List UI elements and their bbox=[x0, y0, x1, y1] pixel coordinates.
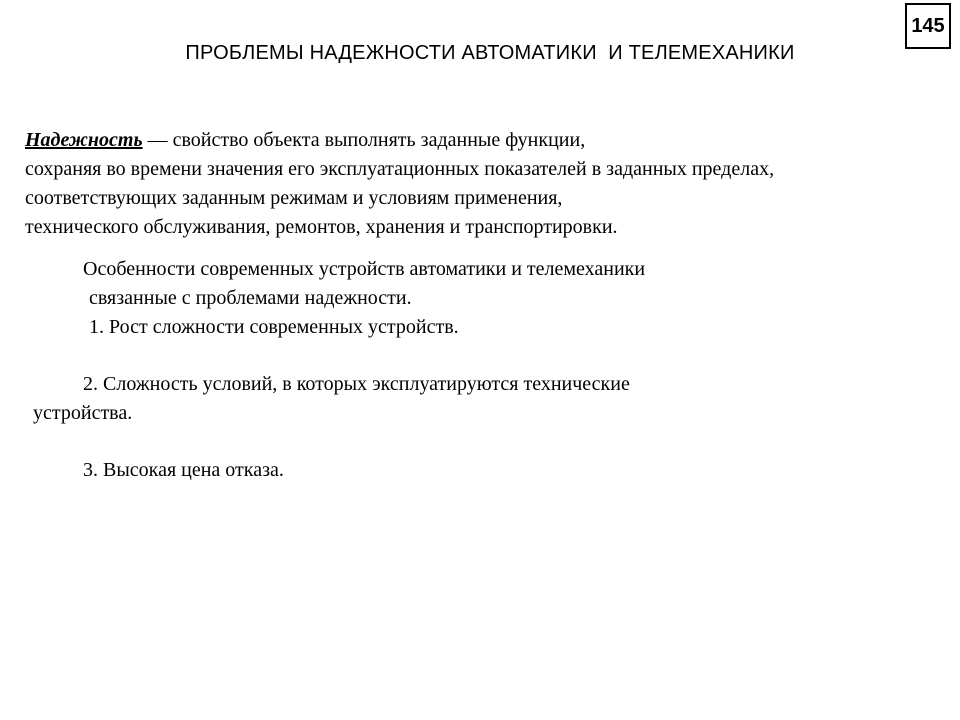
page-number-box: 145 bbox=[905, 3, 951, 49]
definition-line-1-rest: — свойство объекта выполнять заданные функции, bbox=[142, 129, 586, 151]
feature-item-2-line-2: устройства. bbox=[33, 402, 133, 424]
feature-item-1: 1. Рост сложности современных устройств. bbox=[89, 316, 459, 338]
feature-item-3: 3. Высокая цена отказа. bbox=[83, 459, 284, 481]
definition-line-1 bbox=[25, 126, 774, 155]
definition-line-3: соответствующих заданным режимам и условиям применения, bbox=[25, 187, 563, 209]
definition-term: Надежность bbox=[25, 129, 143, 151]
definition-line-4: технического обслуживания, ремонтов, хранения и транспортировки. bbox=[25, 216, 618, 238]
definition-line-2: сохраняя во времени значения его эксплуатационных показателей в заданных пределах, bbox=[25, 158, 775, 180]
definition-block bbox=[25, 126, 774, 242]
slide-title: ПРОБЛЕМЫ НАДЕЖНОСТИ АВТОМАТИКИ И ТЕЛЕМЕХАНИКИ bbox=[185, 42, 795, 64]
features-intro-line-1: Особенности современных устройств автоматики и телемеханики bbox=[83, 258, 646, 280]
features-intro-line-2: связанные с проблемами надежности. bbox=[89, 287, 412, 309]
feature-item-2-line-1: 2. Сложность условий, в которых эксплуатируются технические bbox=[83, 373, 630, 395]
